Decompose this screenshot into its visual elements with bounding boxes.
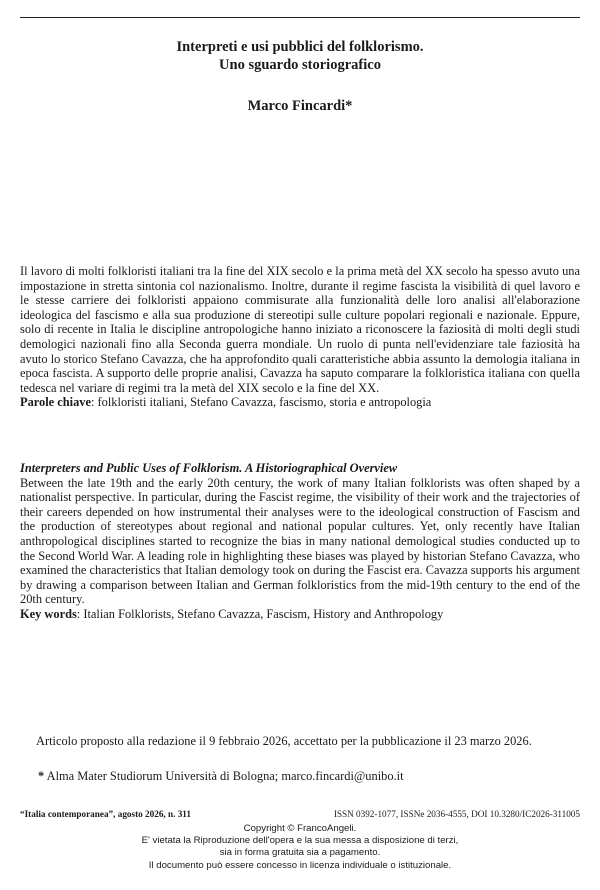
- copyright-line: Copyright © FrancoAngeli.: [243, 823, 357, 834]
- affiliation-text: Alma Mater Studiorum Università di Bologna; marco.fincardi@unibo.it: [44, 769, 404, 783]
- abstract-english-text: Between the late 19th and the early 20th century, the work of many Italian folklorists was often shaped by a nationalist perspective. In particular, during the Fascist regime, the visibility of their work and the trajectories of their careers depended on how instrumental their analyses were to the ideological construction of Fascism and the production of stereotypes about regional and national popular cultures. Yet, only recently have Italian anthropological disciplines started to recognize the bias in many national demological studies conducted up to the Second World War. A leading role in highlighting these biases was played by historian Stefano Cavazza, who examined the characteristics that Italian demology took on during the Fascist era. Cavazza supports his argument by drawing a comparison between Italian and German folkloristics from the mid-19th century to the end of the 20th century.: [20, 475, 580, 607]
- keywords-italian-list: : folkloristi italiani, Stefano Cavazza, fascismo, storia e antropologia: [91, 395, 432, 410]
- issn-doi: ISSN 0392-1077, ISSNe 2036-4555, DOI 10.3280/IC2026-311005: [333, 809, 580, 819]
- abstract-italian: [20, 264, 580, 410]
- keywords-italian: [20, 395, 580, 410]
- author-name: Marco Fincardi*: [247, 98, 353, 114]
- copyright-line: E' vietata la Riproduzione dell'opera e la sua messa a disposizione di terzi,: [141, 835, 459, 847]
- title-line-1: Interpreti e usi pubblici del folklorismo.: [176, 39, 424, 55]
- keywords-english-list: : Italian Folklorists, Stefano Cavazza, Fascism, History and Anthropology: [76, 606, 444, 621]
- title-line-2: Uno sguardo storiografico: [219, 57, 381, 73]
- abstract-italian-text: Il lavoro di molti folkloristi italiani tra la fine del XIX secolo e la prima metà del XX secolo ha spesso avuto una impostazione in stretta sintonia col nazionalismo. Inoltre, durante il regime fascista la visibilità di quel lavoro e le stesse carriere dei folkloristi appaiono commisurate alla funzionalità delle loro analisi all'elaborazione ideologica del fascismo e alla sua produzione di stereotipi sulle culture popolari regionali e nazionale. Eppure, solo di recente in Italia le discipline antropologiche hanno iniziato a riconoscere la faziosità di molti degli studi demologici nazionali fino alla Seconda guerra mondiale. Un ruolo di punta nell'evidenziare tale faziosità ha avuto lo storico Stefano Cavazza, che ha approfondito quali caratteristiche abbia assunto la demologia italiana in epoca fascista. A supporto delle proprie analisi, Cavazza ha saputo comparare la folkloristica italiana con quella tedesca nel variare di regimi tra la metà del XIX secolo e la fine del XX.: [20, 264, 580, 395]
- author-affiliation: [38, 769, 404, 784]
- copyright-notice: [20, 823, 580, 872]
- affiliation-marker: *: [38, 769, 45, 783]
- top-rule: [20, 17, 580, 18]
- copyright-line: Il documento può essere concesso in licenza individuale o istituzionale.: [148, 859, 452, 871]
- footer-citation: [20, 809, 580, 819]
- keywords-italian-label: Parole chiave: [20, 395, 91, 410]
- keywords-english-label: Key words: [20, 606, 77, 621]
- journal-reference: “Italia contemporanea”, agosto 2026, n. 311: [20, 809, 191, 819]
- keywords-english: [20, 607, 580, 622]
- copyright-line: sia in forma gratuita sia a pagamento.: [219, 847, 381, 859]
- english-title: Interpreters and Public Uses of Folklorism. A Historiographical Overview: [20, 461, 398, 475]
- abstract-english: [20, 461, 580, 622]
- article-title: [20, 38, 580, 74]
- submission-note: Articolo proposto alla redazione il 9 febbraio 2026, accettato per la pubblicazione il 23 marzo 2026.: [36, 734, 532, 748]
